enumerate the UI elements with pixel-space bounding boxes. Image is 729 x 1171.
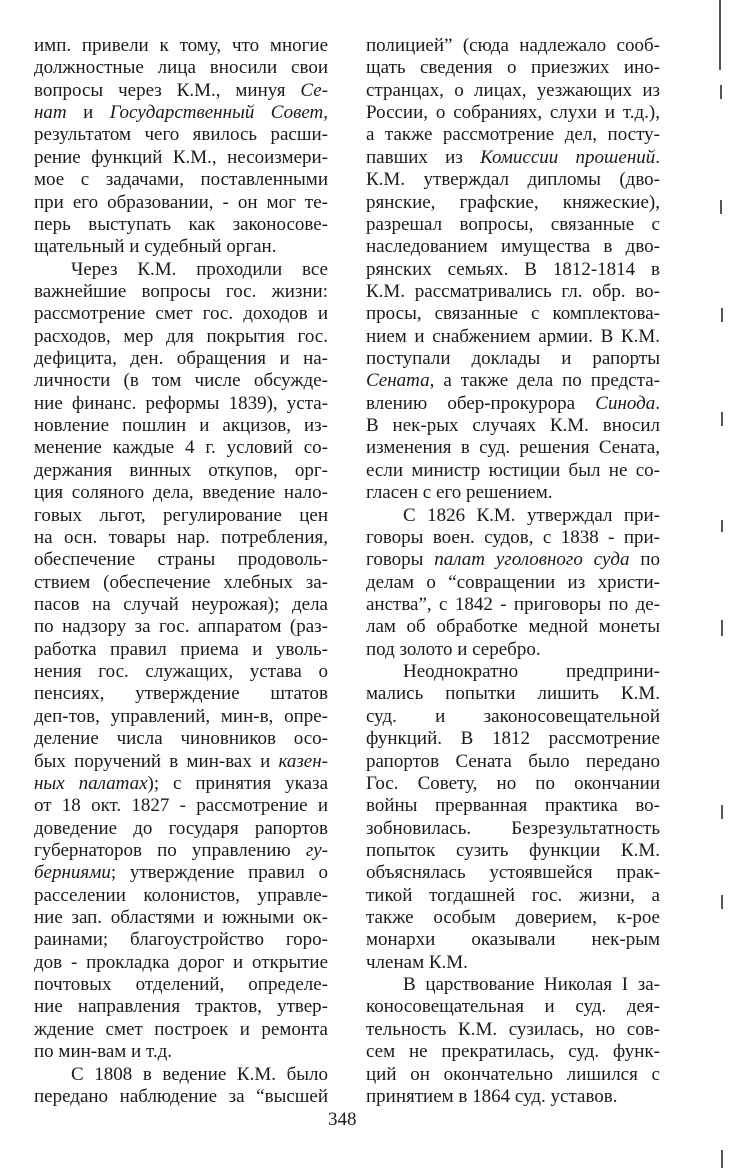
- text-segment: , а также дела по предста-: [429, 370, 660, 392]
- text-segment: ствием (обеспечение хлебных за-: [34, 571, 328, 593]
- text-segment: говоры воен. судов, с 1838 - при-: [366, 526, 660, 548]
- text-line: [366, 281, 660, 303]
- scan-edge-mark: [721, 412, 723, 426]
- text-segment: коносовещательная и суд. дея-: [366, 996, 660, 1018]
- text-line: [34, 482, 328, 504]
- text-line: [366, 728, 660, 750]
- text-segment: на осн. товары нар. потребления,: [34, 526, 328, 548]
- text-line: [34, 706, 328, 728]
- text-line: [34, 303, 328, 325]
- text-segment: обеспечение страны продоволь-: [34, 549, 328, 571]
- text-segment: тельность К.М. сузилась, но сов-: [366, 1018, 660, 1040]
- italic-term: Се-: [300, 79, 328, 101]
- text-segment: также особым доверием, к-рое: [366, 907, 660, 929]
- text-line: [34, 862, 328, 884]
- text-line: [366, 840, 660, 862]
- scan-edge-mark: [720, 85, 722, 99]
- text-line: [366, 1019, 660, 1041]
- text-line: [366, 460, 660, 482]
- text-segment: результатом чего явилось расши-: [34, 124, 328, 146]
- text-segment: при его образовании, - он мог те-: [34, 191, 328, 213]
- text-line: [34, 326, 328, 348]
- text-segment: павших из: [366, 146, 481, 168]
- text-line: [366, 393, 660, 415]
- text-segment: Гос. Совету, но по окончании: [366, 772, 660, 794]
- text-segment: расходов, мер для покрытия гос.: [34, 325, 328, 347]
- text-segment: разрешал вопросы, связанные с: [366, 213, 660, 235]
- text-line: [34, 124, 328, 146]
- text-segment: говых льгот, регулирование цен: [34, 504, 328, 526]
- text-line: [366, 572, 660, 594]
- text-segment: К.М. рассматривались гл. обр. во-: [366, 280, 660, 302]
- text-line: [366, 683, 660, 705]
- scan-edge-mark: [719, 0, 721, 70]
- page-number: 348: [328, 1109, 357, 1130]
- text-line: [34, 594, 328, 616]
- text-segment: ние направления трактов, утвер-: [34, 996, 328, 1018]
- text-segment: раинами; благоустройство горо-: [34, 929, 328, 951]
- text-segment: С 1826 К.М. утверждал при-: [403, 504, 660, 526]
- text-line: [34, 818, 328, 840]
- text-segment: рянские, графские, княжеские),: [366, 191, 660, 213]
- text-segment: членам К.М.: [366, 951, 468, 973]
- text-segment: работка правил приема и уволь-: [34, 638, 328, 660]
- italic-term: Сената: [366, 370, 430, 392]
- text-line: [366, 996, 660, 1018]
- text-line: [366, 370, 660, 392]
- text-segment: а также рассмотрение дел, посту-: [366, 124, 660, 146]
- text-segment: мое с задачами, поставленными: [34, 169, 328, 191]
- text-segment: рение функций К.М., несоизмери-: [34, 146, 328, 168]
- text-column-right: [366, 35, 660, 1108]
- text-line: [366, 348, 660, 370]
- italic-term: берниями: [34, 862, 111, 884]
- scan-edge-mark: [721, 620, 723, 636]
- text-segment: дов - прокладка дорог и открытие: [34, 951, 328, 973]
- text-segment: делам о “совращении из христи-: [366, 571, 660, 593]
- text-line: [366, 35, 660, 57]
- text-line: [366, 1086, 660, 1108]
- text-line: [34, 751, 328, 773]
- text-segment: ждение смет построек и ремонта: [34, 1018, 328, 1040]
- text-line: [366, 907, 660, 929]
- text-line: [366, 169, 660, 191]
- text-line: [366, 326, 660, 348]
- text-segment: Через К.М. проходили все: [71, 258, 328, 280]
- text-line: [34, 527, 328, 549]
- text-line: [366, 80, 660, 102]
- text-segment: зобновилась. Безрезультатность: [366, 817, 660, 839]
- text-line: [366, 862, 660, 884]
- text-segment: рянских семьях. В 1812-1814 в: [366, 258, 660, 280]
- text-segment: Неоднократно предприни-: [403, 661, 660, 683]
- text-line: [366, 661, 660, 683]
- text-segment: вопросы через К.М., минуя: [34, 79, 301, 101]
- text-line: [366, 885, 660, 907]
- text-segment: пенсиях, утверждение штатов: [34, 683, 328, 705]
- text-segment: монархи оказывали нек-рым: [366, 929, 660, 951]
- italic-term: гу-: [305, 839, 328, 861]
- italic-term: казен-: [278, 750, 328, 772]
- text-line: [34, 35, 328, 57]
- text-segment: почтовых отделений, определе-: [34, 974, 328, 996]
- text-line: [34, 460, 328, 482]
- text-segment: поступали доклады и рапорты: [366, 348, 660, 370]
- text-segment: перь выступать как законосове-: [34, 213, 328, 235]
- text-segment: странцах, о лицах, уезжающих из: [366, 79, 660, 101]
- italic-term: Государственный Совет: [109, 102, 324, 124]
- text-line: [34, 639, 328, 661]
- text-line: [34, 572, 328, 594]
- text-segment: рапортов Сената было передано: [366, 750, 660, 772]
- text-segment: мались попытки лишить К.М.: [366, 683, 660, 705]
- text-segment: ,: [323, 102, 329, 124]
- text-line: [34, 102, 328, 124]
- text-line: [34, 1019, 328, 1041]
- text-line: [366, 751, 660, 773]
- text-line: [366, 303, 660, 325]
- text-line: [34, 795, 328, 817]
- text-segment: бых поручений в мин-вах и: [34, 750, 279, 772]
- text-line: [34, 929, 328, 951]
- text-column-left: [34, 35, 328, 1108]
- text-segment: нием и снабжением армии. В К.М.: [366, 325, 660, 347]
- text-line: [366, 616, 660, 638]
- text-segment: функций. В 1812 рассмотрение: [366, 728, 660, 750]
- text-segment: если министр юстиции был не со-: [366, 459, 660, 481]
- text-line: [366, 706, 660, 728]
- text-line: [366, 527, 660, 549]
- text-segment: гласен с его решением.: [366, 482, 553, 504]
- text-line: [34, 348, 328, 370]
- text-line: [366, 974, 660, 996]
- text-segment: попыток сузить функции К.М.: [366, 839, 660, 861]
- text-line: [366, 549, 660, 571]
- text-line: [366, 1064, 660, 1086]
- text-segment: имп. привели к тому, что многие: [34, 35, 328, 56]
- text-line: [366, 929, 660, 951]
- text-line: [34, 505, 328, 527]
- text-line: [34, 616, 328, 638]
- text-line: [34, 370, 328, 392]
- text-segment: говоры: [366, 549, 435, 571]
- text-line: [366, 505, 660, 527]
- text-segment: важнейшие вопросы гос. жизни:: [34, 280, 328, 302]
- text-segment: .: [655, 146, 660, 168]
- text-segment: под золото и серебро.: [366, 638, 541, 660]
- text-line: [366, 1041, 660, 1063]
- text-line: [34, 192, 328, 214]
- text-line: [34, 147, 328, 169]
- text-line: [34, 840, 328, 862]
- text-line: [34, 281, 328, 303]
- text-line: [34, 996, 328, 1018]
- text-segment: расселении колонистов, управле-: [34, 884, 328, 906]
- scan-edge-mark: [721, 895, 723, 909]
- text-line: [34, 57, 328, 79]
- text-segment: и: [66, 102, 110, 124]
- text-segment: ; утверждение правил о: [110, 862, 328, 884]
- text-segment: дефицита, ден. обращения и на-: [34, 348, 328, 370]
- text-line: [34, 259, 328, 281]
- text-line: [34, 214, 328, 236]
- scan-edge-mark: [720, 200, 722, 214]
- text-segment: по надзору за гос. аппаратом (раз-: [34, 616, 328, 638]
- text-segment: рассмотрение смет гос. доходов и: [34, 303, 328, 325]
- text-segment: по: [629, 549, 660, 571]
- text-line: [366, 415, 660, 437]
- text-segment: принятием в 1864 суд. уставов.: [366, 1085, 618, 1107]
- text-segment: полицией” (сюда надлежало сооб-: [366, 35, 660, 56]
- text-line: [34, 415, 328, 437]
- italic-term: Синода: [595, 392, 656, 414]
- text-segment: пасов на случай неурожая); дела: [34, 593, 328, 615]
- text-segment: ); с принятия указа: [147, 772, 328, 794]
- text-line: [34, 974, 328, 996]
- text-segment: В нек-рых случаях К.М. вносил: [366, 415, 660, 437]
- text-segment: передано наблюдение за “высшей: [34, 1085, 328, 1107]
- text-line: [34, 549, 328, 571]
- text-segment: менение каждые 4 г. условий со-: [34, 437, 328, 459]
- text-segment: от 18 окт. 1827 - рассмотрение и: [34, 795, 328, 817]
- text-segment: ций он окончательно лишился с: [366, 1063, 660, 1085]
- text-segment: деп-тов, управлений, мин-в, опре-: [34, 705, 328, 727]
- text-segment: тикой тогдашней гос. жизни, а: [366, 884, 660, 906]
- text-line: [34, 169, 328, 191]
- text-segment: анства”, с 1842 - приговоры по де-: [366, 593, 660, 615]
- text-line: [366, 639, 660, 661]
- text-line: [34, 80, 328, 102]
- text-segment: изменения в суд. решения Сената,: [366, 437, 660, 459]
- text-line: [366, 773, 660, 795]
- text-segment: щать сведения о приезжих ино-: [366, 57, 660, 79]
- text-line: [366, 795, 660, 817]
- text-line: [366, 259, 660, 281]
- text-segment: держания винных откупов, орг-: [34, 459, 328, 481]
- text-line: [34, 773, 328, 795]
- text-segment: влению обер-прокурора: [366, 392, 596, 414]
- text-segment: доведение до государя рапортов: [34, 817, 328, 839]
- italic-term: ных палатах: [34, 772, 148, 794]
- text-segment: личности (в том числе обсужде-: [34, 370, 328, 392]
- text-segment: ние финанс. реформы 1839), уста-: [34, 392, 328, 414]
- text-segment: .: [655, 392, 660, 414]
- text-line: [34, 907, 328, 929]
- text-line: [34, 1064, 328, 1086]
- scan-edge-mark: [721, 1150, 723, 1168]
- text-segment: сем не прекратилась, суд. функ-: [366, 1041, 660, 1063]
- scan-edge-mark: [721, 805, 723, 819]
- text-line: [34, 728, 328, 750]
- text-segment: должностные лица вносили свои: [34, 57, 328, 79]
- text-line: [366, 952, 660, 974]
- text-line: [366, 192, 660, 214]
- text-segment: лам об обработке медной монеты: [366, 616, 660, 638]
- text-segment: по мин-вам и т.д.: [34, 1041, 172, 1063]
- text-segment: России, о собраниях, слухи и т.д.),: [366, 102, 660, 124]
- italic-term: Комиссии прошений: [480, 146, 656, 168]
- text-line: [34, 952, 328, 974]
- text-line: [366, 102, 660, 124]
- text-line: [366, 214, 660, 236]
- text-segment: объяснялась устоявшейся прак-: [366, 862, 660, 884]
- text-segment: В царствование Николая I за-: [403, 974, 660, 996]
- italic-term: нат: [34, 102, 67, 124]
- text-line: [34, 885, 328, 907]
- text-line: [34, 236, 328, 258]
- text-line: [366, 594, 660, 616]
- text-segment: суд. и законосовещательной: [366, 705, 660, 727]
- text-segment: ция соляного дела, введение нало-: [34, 482, 328, 504]
- text-segment: С 1808 в ведение К.М. было: [71, 1063, 328, 1085]
- text-segment: нения гос. служащих, устава о: [34, 661, 328, 683]
- text-segment: войны прерванная практика во-: [366, 795, 660, 817]
- text-line: [366, 818, 660, 840]
- text-segment: К.М. утверждал дипломы (дво-: [366, 169, 660, 191]
- text-line: [34, 393, 328, 415]
- text-line: [34, 1041, 328, 1063]
- text-line: [366, 437, 660, 459]
- text-line: [366, 236, 660, 258]
- text-line: [34, 437, 328, 459]
- scan-edge-mark: [721, 520, 723, 532]
- text-segment: губернаторов по управлению: [34, 839, 306, 861]
- text-segment: просы, связанные с комплектова-: [366, 303, 660, 325]
- scan-edge-mark: [721, 308, 723, 322]
- text-line: [366, 147, 660, 169]
- text-line: [366, 124, 660, 146]
- italic-term: палат уголовного суда: [434, 549, 630, 571]
- text-segment: щательный и судебный орган.: [34, 236, 277, 258]
- text-segment: новление пошлин и акцизов, из-: [34, 415, 328, 437]
- text-line: [34, 683, 328, 705]
- text-line: [366, 57, 660, 79]
- text-segment: деление числа чиновников осо-: [34, 728, 328, 750]
- text-line: [34, 1086, 328, 1108]
- text-line: [366, 482, 660, 504]
- text-line: [34, 661, 328, 683]
- text-segment: наследованием имущества в дво-: [366, 236, 660, 258]
- text-segment: ние зап. областями и южными ок-: [34, 907, 328, 929]
